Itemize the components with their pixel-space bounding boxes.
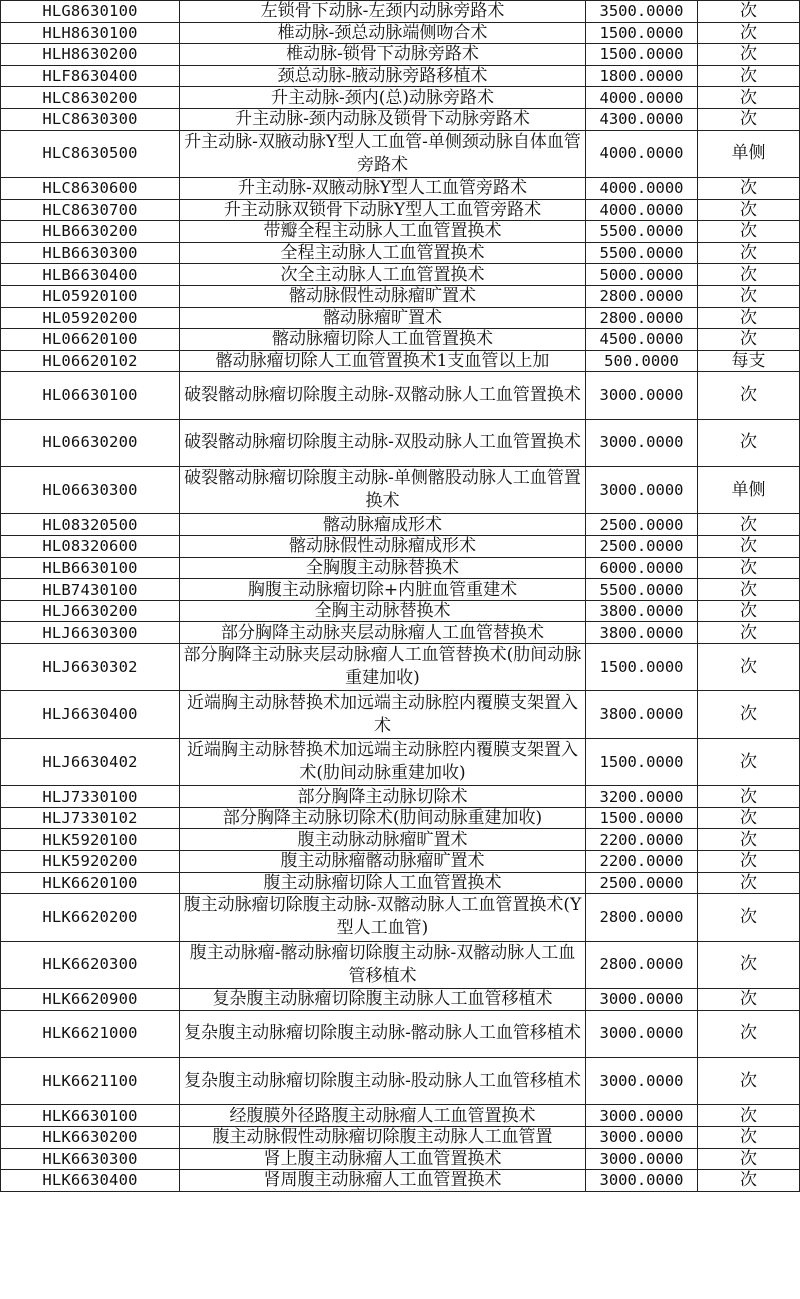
table-row	[1, 536, 800, 558]
table-row	[1, 177, 800, 199]
unit-cell: 次	[698, 177, 800, 199]
unit-cell: 次	[698, 419, 800, 466]
unit-cell: 次	[698, 1126, 800, 1148]
item-name-cell: 部分胸降主动脉切除术(肋间动脉重建加收)	[180, 807, 586, 829]
item-code-cell: HLK6620200	[1, 894, 180, 941]
unit-cell: 次	[698, 22, 800, 44]
table-row	[1, 65, 800, 87]
item-code-cell: HLK6621000	[1, 1010, 180, 1057]
item-code-cell: HL06630100	[1, 372, 180, 419]
price-cell: 1500.0000	[586, 44, 698, 66]
table-row	[1, 644, 800, 691]
unit-cell: 次	[698, 622, 800, 644]
unit-cell: 次	[698, 1105, 800, 1127]
table-row	[1, 894, 800, 941]
item-code-cell: HLK6620300	[1, 941, 180, 988]
price-cell: 4500.0000	[586, 329, 698, 351]
table-row	[1, 850, 800, 872]
unit-cell: 次	[698, 1, 800, 23]
item-code-cell: HLC8630500	[1, 130, 180, 177]
price-cell: 2800.0000	[586, 941, 698, 988]
item-code-cell: HLJ6630300	[1, 622, 180, 644]
item-name-cell: 全胸主动脉替换术	[180, 600, 586, 622]
item-name-cell: 肾上腹主动脉瘤人工血管置换术	[180, 1148, 586, 1170]
unit-cell: 次	[698, 1010, 800, 1057]
item-code-cell: HLC8630200	[1, 87, 180, 109]
price-cell: 1800.0000	[586, 65, 698, 87]
item-name-cell: 腹主动脉瘤切除人工血管置换术	[180, 872, 586, 894]
table-row	[1, 199, 800, 221]
item-code-cell: HLK6620900	[1, 988, 180, 1010]
item-code-cell: HL06630200	[1, 419, 180, 466]
price-cell: 3000.0000	[586, 419, 698, 466]
item-name-cell: 部分胸降主动脉切除术	[180, 786, 586, 808]
item-code-cell: HLK5920200	[1, 850, 180, 872]
price-cell: 1500.0000	[586, 738, 698, 785]
unit-cell: 次	[698, 807, 800, 829]
item-code-cell: HLG8630100	[1, 1, 180, 23]
fee-schedule-body	[1, 1, 800, 1192]
table-row	[1, 350, 800, 372]
table-row	[1, 829, 800, 851]
item-code-cell: HLH8630100	[1, 22, 180, 44]
item-name-cell: 颈总动脉-腋动脉旁路移植术	[180, 65, 586, 87]
table-row	[1, 1126, 800, 1148]
item-name-cell: 破裂髂动脉瘤切除腹主动脉-单侧髂股动脉人工血管置换术	[180, 467, 586, 514]
unit-cell: 次	[698, 557, 800, 579]
price-cell: 5500.0000	[586, 242, 698, 264]
item-name-cell: 升主动脉双锁骨下动脉Y型人工血管旁路术	[180, 199, 586, 221]
item-name-cell: 胸腹主动脉瘤切除+内脏血管重建术	[180, 579, 586, 601]
item-code-cell: HLJ6630200	[1, 600, 180, 622]
unit-cell: 次	[698, 988, 800, 1010]
table-row	[1, 1148, 800, 1170]
unit-cell: 次	[698, 850, 800, 872]
item-name-cell: 椎动脉-锁骨下动脉旁路术	[180, 44, 586, 66]
item-code-cell: HL05920200	[1, 307, 180, 329]
price-cell: 4000.0000	[586, 177, 698, 199]
price-cell: 5500.0000	[586, 579, 698, 601]
unit-cell: 次	[698, 941, 800, 988]
table-row	[1, 807, 800, 829]
item-code-cell: HLJ6630402	[1, 738, 180, 785]
item-code-cell: HLK6630400	[1, 1170, 180, 1192]
item-name-cell: 髂动脉瘤切除人工血管置换术	[180, 329, 586, 351]
item-code-cell: HLJ7330102	[1, 807, 180, 829]
item-code-cell: HLB6630400	[1, 264, 180, 286]
table-row	[1, 622, 800, 644]
item-code-cell: HLB6630100	[1, 557, 180, 579]
item-code-cell: HL06620102	[1, 350, 180, 372]
item-name-cell: 腹主动脉瘤髂动脉瘤旷置术	[180, 850, 586, 872]
unit-cell: 次	[698, 536, 800, 558]
unit-cell: 次	[698, 644, 800, 691]
price-cell: 2500.0000	[586, 536, 698, 558]
price-cell: 3200.0000	[586, 786, 698, 808]
table-row	[1, 221, 800, 243]
item-name-cell: 近端胸主动脉替换术加远端主动脉腔内覆膜支架置入术(肋间动脉重建加收)	[180, 738, 586, 785]
unit-cell: 次	[698, 108, 800, 130]
unit-cell: 次	[698, 329, 800, 351]
item-name-cell: 升主动脉-颈内动脉及锁骨下动脉旁路术	[180, 108, 586, 130]
item-name-cell: 肾周腹主动脉瘤人工血管置换术	[180, 1170, 586, 1192]
item-code-cell: HLK6630200	[1, 1126, 180, 1148]
item-name-cell: 腹主动脉瘤切除腹主动脉-双髂动脉人工血管置换术(Y型人工血管)	[180, 894, 586, 941]
price-cell: 3000.0000	[586, 1057, 698, 1104]
item-code-cell: HLC8630600	[1, 177, 180, 199]
table-row	[1, 372, 800, 419]
table-row	[1, 738, 800, 785]
table-row	[1, 87, 800, 109]
item-name-cell: 髂动脉瘤切除人工血管置换术1支血管以上加	[180, 350, 586, 372]
price-cell: 3500.0000	[586, 1, 698, 23]
table-row	[1, 514, 800, 536]
item-name-cell: 部分胸降主动脉夹层动脉瘤人工血管替换术	[180, 622, 586, 644]
item-code-cell: HLC8630300	[1, 108, 180, 130]
table-row	[1, 242, 800, 264]
item-name-cell: 经腹膜外径路腹主动脉瘤人工血管置换术	[180, 1105, 586, 1127]
price-cell: 4300.0000	[586, 108, 698, 130]
unit-cell: 次	[698, 872, 800, 894]
unit-cell: 次	[698, 307, 800, 329]
table-row	[1, 786, 800, 808]
table-row	[1, 22, 800, 44]
unit-cell: 每支	[698, 350, 800, 372]
unit-cell: 次	[698, 579, 800, 601]
item-code-cell: HLB7430100	[1, 579, 180, 601]
item-name-cell: 破裂髂动脉瘤切除腹主动脉-双股动脉人工血管置换术	[180, 419, 586, 466]
item-code-cell: HLB6630200	[1, 221, 180, 243]
price-cell: 5000.0000	[586, 264, 698, 286]
item-code-cell: HLF8630400	[1, 65, 180, 87]
item-name-cell: 腹主动脉瘤-髂动脉瘤切除腹主动脉-双髂动脉人工血管移植术	[180, 941, 586, 988]
unit-cell: 次	[698, 1148, 800, 1170]
table-row	[1, 941, 800, 988]
price-cell: 4000.0000	[586, 199, 698, 221]
item-code-cell: HLH8630200	[1, 44, 180, 66]
item-name-cell: 左锁骨下动脉-左颈内动脉旁路术	[180, 1, 586, 23]
price-cell: 3800.0000	[586, 622, 698, 644]
unit-cell: 次	[698, 372, 800, 419]
item-name-cell: 髂动脉假性动脉瘤成形术	[180, 536, 586, 558]
item-name-cell: 全胸腹主动脉替换术	[180, 557, 586, 579]
unit-cell: 次	[698, 264, 800, 286]
item-name-cell: 复杂腹主动脉瘤切除腹主动脉-髂动脉人工血管移植术	[180, 1010, 586, 1057]
item-code-cell: HLB6630300	[1, 242, 180, 264]
unit-cell: 次	[698, 691, 800, 738]
item-code-cell: HLK6621100	[1, 1057, 180, 1104]
price-cell: 2500.0000	[586, 872, 698, 894]
price-cell: 2800.0000	[586, 894, 698, 941]
table-row	[1, 1170, 800, 1192]
table-row	[1, 691, 800, 738]
table-row	[1, 872, 800, 894]
item-code-cell: HLK6630300	[1, 1148, 180, 1170]
price-cell: 1500.0000	[586, 22, 698, 44]
unit-cell: 次	[698, 65, 800, 87]
item-name-cell: 近端胸主动脉替换术加远端主动脉腔内覆膜支架置入术	[180, 691, 586, 738]
table-row	[1, 579, 800, 601]
price-cell: 3000.0000	[586, 1148, 698, 1170]
unit-cell: 次	[698, 44, 800, 66]
table-row	[1, 130, 800, 177]
price-cell: 1500.0000	[586, 807, 698, 829]
table-row	[1, 1105, 800, 1127]
unit-cell: 次	[698, 285, 800, 307]
unit-cell: 次	[698, 1170, 800, 1192]
price-cell: 2200.0000	[586, 850, 698, 872]
item-code-cell: HL05920100	[1, 285, 180, 307]
item-code-cell: HLC8630700	[1, 199, 180, 221]
price-cell: 2200.0000	[586, 829, 698, 851]
unit-cell: 次	[698, 600, 800, 622]
item-code-cell: HL08320500	[1, 514, 180, 536]
unit-cell: 次	[698, 738, 800, 785]
item-name-cell: 带瓣全程主动脉人工血管置换术	[180, 221, 586, 243]
item-code-cell: HL06630300	[1, 467, 180, 514]
item-name-cell: 升主动脉-双腋动脉Y型人工血管旁路术	[180, 177, 586, 199]
unit-cell: 次	[698, 786, 800, 808]
price-cell: 1500.0000	[586, 644, 698, 691]
price-cell: 3000.0000	[586, 1126, 698, 1148]
item-name-cell: 全程主动脉人工血管置换术	[180, 242, 586, 264]
price-cell: 3000.0000	[586, 988, 698, 1010]
price-cell: 3000.0000	[586, 467, 698, 514]
price-cell: 500.0000	[586, 350, 698, 372]
item-name-cell: 髂动脉瘤成形术	[180, 514, 586, 536]
price-cell: 4000.0000	[586, 130, 698, 177]
unit-cell: 次	[698, 1057, 800, 1104]
item-name-cell: 升主动脉-颈内(总)动脉旁路术	[180, 87, 586, 109]
item-name-cell: 髂动脉瘤旷置术	[180, 307, 586, 329]
item-name-cell: 部分胸降主动脉夹层动脉瘤人工血管替换术(肋间动脉重建加收)	[180, 644, 586, 691]
item-code-cell: HLJ6630400	[1, 691, 180, 738]
item-code-cell: HL08320600	[1, 536, 180, 558]
item-name-cell: 复杂腹主动脉瘤切除腹主动脉人工血管移植术	[180, 988, 586, 1010]
table-row	[1, 1, 800, 23]
item-name-cell: 次全主动脉人工血管置换术	[180, 264, 586, 286]
price-cell: 2800.0000	[586, 307, 698, 329]
item-code-cell: HLJ6630302	[1, 644, 180, 691]
table-row	[1, 329, 800, 351]
item-code-cell: HLK6620100	[1, 872, 180, 894]
table-row	[1, 467, 800, 514]
item-code-cell: HLK5920100	[1, 829, 180, 851]
table-row	[1, 600, 800, 622]
item-name-cell: 椎动脉-颈总动脉端侧吻合术	[180, 22, 586, 44]
table-row	[1, 419, 800, 466]
price-cell: 2800.0000	[586, 285, 698, 307]
unit-cell: 单侧	[698, 467, 800, 514]
unit-cell: 次	[698, 221, 800, 243]
table-row	[1, 44, 800, 66]
item-name-cell: 复杂腹主动脉瘤切除腹主动脉-股动脉人工血管移植术	[180, 1057, 586, 1104]
unit-cell: 次	[698, 199, 800, 221]
table-row	[1, 1010, 800, 1057]
unit-cell: 次	[698, 514, 800, 536]
item-code-cell: HLJ7330100	[1, 786, 180, 808]
table-row	[1, 264, 800, 286]
price-cell: 2500.0000	[586, 514, 698, 536]
item-code-cell: HL06620100	[1, 329, 180, 351]
item-name-cell: 腹主动脉动脉瘤旷置术	[180, 829, 586, 851]
price-cell: 3800.0000	[586, 691, 698, 738]
table-row	[1, 557, 800, 579]
price-cell: 3000.0000	[586, 1105, 698, 1127]
price-cell: 3800.0000	[586, 600, 698, 622]
price-cell: 5500.0000	[586, 221, 698, 243]
price-cell: 6000.0000	[586, 557, 698, 579]
table-row	[1, 1057, 800, 1104]
unit-cell: 单侧	[698, 130, 800, 177]
table-row	[1, 285, 800, 307]
item-code-cell: HLK6630100	[1, 1105, 180, 1127]
unit-cell: 次	[698, 894, 800, 941]
unit-cell: 次	[698, 829, 800, 851]
item-name-cell: 升主动脉-双腋动脉Y型人工血管-单侧颈动脉自体血管旁路术	[180, 130, 586, 177]
unit-cell: 次	[698, 87, 800, 109]
item-name-cell: 髂动脉假性动脉瘤旷置术	[180, 285, 586, 307]
price-cell: 4000.0000	[586, 87, 698, 109]
price-cell: 3000.0000	[586, 1010, 698, 1057]
price-cell: 3000.0000	[586, 372, 698, 419]
table-row	[1, 307, 800, 329]
unit-cell: 次	[698, 242, 800, 264]
price-cell: 3000.0000	[586, 1170, 698, 1192]
table-row	[1, 108, 800, 130]
item-name-cell: 腹主动脉假性动脉瘤切除腹主动脉人工血管置	[180, 1126, 586, 1148]
item-name-cell: 破裂髂动脉瘤切除腹主动脉-双髂动脉人工血管置换术	[180, 372, 586, 419]
table-row	[1, 988, 800, 1010]
